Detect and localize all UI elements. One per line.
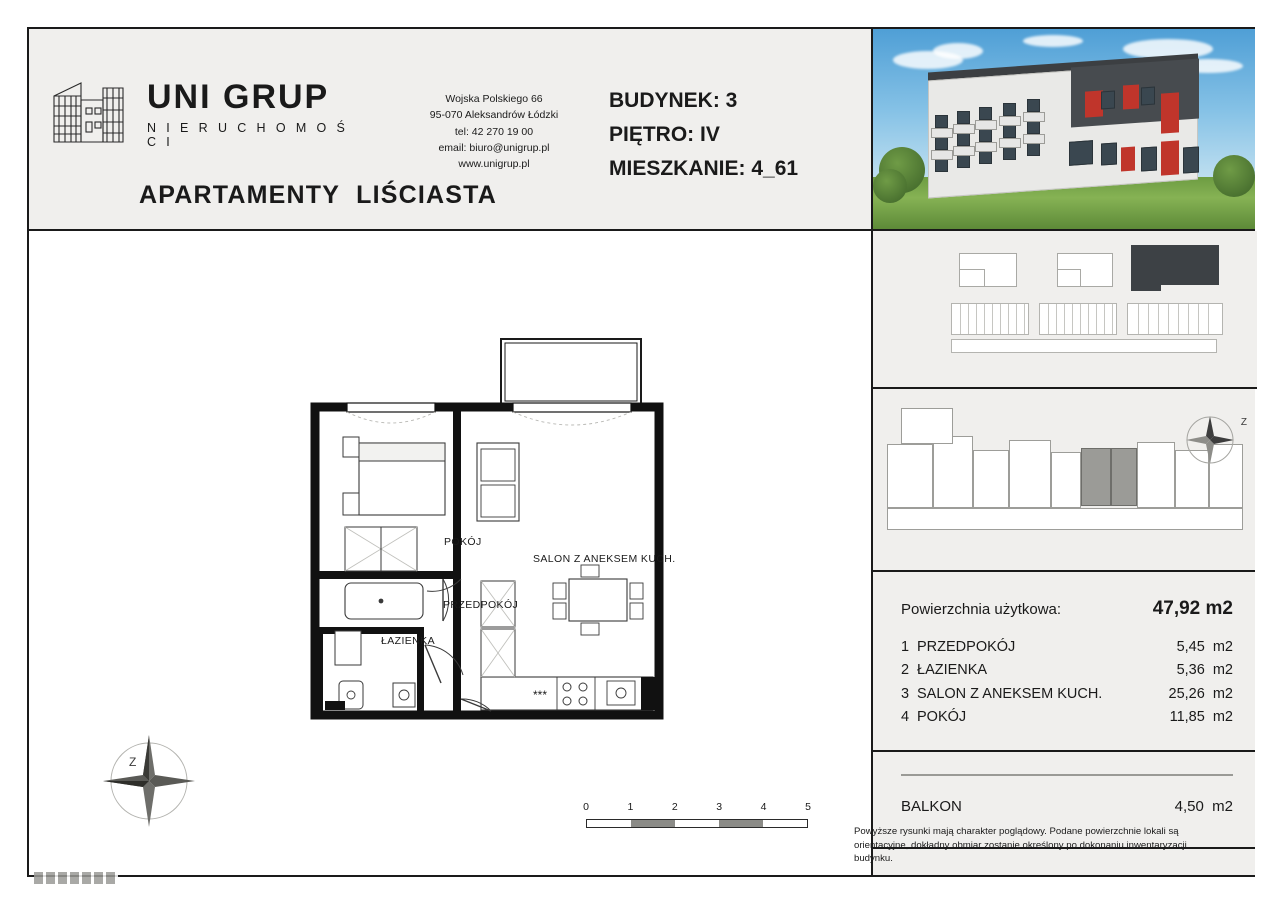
scale-bar-graphic: [586, 819, 808, 828]
render-window: [1027, 99, 1040, 112]
unit-building: BUDYNEK: 3: [609, 89, 738, 112]
scale-tick: 0: [583, 801, 589, 813]
render-window: [979, 151, 992, 164]
render-balcony: [931, 150, 953, 160]
disclaimer-text: Powyższe rysunki mają charakter poglądowy. Podane powierzchnie lokali są orientacyjne, dokładny obmiar zostanie określony po dokonaniu inwentaryzacji budynku.: [854, 826, 1187, 865]
render-red-panel: [1121, 147, 1135, 172]
scale-tick-labels: [583, 801, 811, 815]
sheet-frame: [27, 27, 1255, 877]
render-balcony: [953, 146, 975, 156]
area-row-number: 3: [901, 685, 910, 702]
render-window: [1003, 125, 1016, 138]
render-window: [979, 129, 992, 142]
area-row-name: PRZEDPOKÓJ: [917, 639, 1016, 655]
cloud-shape: [933, 43, 983, 59]
scale-tick: 5: [805, 801, 811, 813]
site-plan-mini: [873, 231, 1257, 389]
room-label-salon: SALON Z ANEKSEM KUCH.: [533, 553, 676, 565]
area-row-value: 5,36 m2: [1176, 662, 1233, 679]
mini-unit-highlighted: [1081, 448, 1111, 506]
scale-tick: 2: [671, 801, 678, 813]
mini-unit: [1137, 442, 1175, 508]
floor-plan-drawing: [29, 231, 871, 875]
render-window: [957, 155, 970, 168]
render-window: [1101, 142, 1117, 165]
render-window: [979, 107, 992, 120]
compass-icon-mini: [1183, 413, 1247, 467]
scale-tick: 3: [716, 801, 723, 813]
site-path: [951, 339, 1217, 353]
contact-address-line2: 95-070 Aleksandrów Łódzki: [429, 109, 559, 122]
area-row-name: ŁAZIENKA: [917, 662, 988, 679]
render-window: [1027, 143, 1040, 156]
cloud-shape: [1023, 35, 1083, 47]
render-red-panel: [1161, 140, 1179, 175]
contact-phone: tel: 42 270 19 00: [454, 125, 534, 138]
area-row: [901, 636, 1233, 659]
render-window: [935, 159, 948, 172]
render-window: [1003, 147, 1016, 160]
compass-letter-mini: Z: [1240, 417, 1247, 428]
scale-tick: 1: [627, 801, 634, 813]
scale-bar: [583, 801, 811, 837]
area-row: [901, 659, 1233, 682]
page-title-part2: LIŚCIASTA: [356, 181, 498, 209]
total-area-value: 47,92 m2: [1152, 598, 1233, 619]
site-building-block: [1057, 269, 1081, 287]
balcony-label: BALKON: [901, 798, 962, 815]
page-title-part1: APARTAMENTY: [139, 181, 341, 209]
compass-letter: Z: [129, 755, 137, 769]
area-row-name: SALON Z ANEKSEM KUCH.: [917, 685, 1103, 702]
logo-wordmark: [147, 80, 361, 149]
scale-tick: 4: [760, 801, 767, 813]
render-window: [957, 111, 970, 124]
contact-address-line1: Wojska Polskiego 66: [445, 93, 543, 105]
site-building-block: [959, 269, 985, 287]
area-row-number: 2: [901, 662, 910, 679]
render-balcony: [999, 116, 1021, 126]
watermark-bar: [34, 872, 118, 884]
render-window: [1101, 91, 1115, 110]
site-context-panel: [871, 231, 1255, 572]
mini-unit: [1009, 440, 1051, 508]
room-label-przedpokoj: PRZEDPOKÓJ: [443, 599, 519, 611]
building-render-image: [871, 29, 1255, 231]
site-parking-row: [1039, 303, 1117, 335]
logo-mark-icon: [51, 78, 131, 148]
svg-text:***: ***: [533, 688, 548, 702]
mini-unit: [901, 408, 953, 444]
unit-floor: PIĘTRO: IV: [609, 123, 720, 147]
site-building-highlight: [1131, 269, 1161, 291]
render-red-panel: [1161, 92, 1179, 133]
render-window: [957, 133, 970, 146]
room-label-pokoj: POKÓJ: [444, 536, 482, 548]
contact-block: [379, 91, 609, 172]
render-window: [935, 115, 948, 128]
render-tree: [1213, 155, 1255, 197]
render-balcony: [975, 142, 997, 152]
mini-unit: [933, 436, 973, 508]
mini-unit-highlighted: [1111, 448, 1137, 506]
render-tree: [873, 169, 907, 203]
balcony-row: [901, 798, 1233, 815]
area-row-number: 1: [901, 639, 910, 655]
area-row-value: 25,26 m2: [1168, 685, 1233, 702]
render-window: [1003, 103, 1016, 116]
mini-unit: [887, 444, 933, 508]
render-red-panel: [1123, 84, 1139, 109]
render-window: [1141, 146, 1157, 171]
company-subtitle: N I E R U C H O M O Ś C I: [147, 121, 349, 149]
render-window: [1069, 140, 1093, 166]
total-area-row: [901, 598, 1233, 620]
area-row-value: 11,85 m2: [1169, 709, 1233, 726]
unit-info: [609, 84, 849, 186]
render-balcony: [1023, 112, 1045, 122]
render-balcony: [953, 124, 975, 134]
total-area-label: Powierzchnia użytkowa:: [901, 601, 1062, 618]
mini-corridor: [887, 508, 1243, 530]
room-label-lazienka: ŁAZIENKA: [381, 635, 435, 647]
unit-apartment-label: MIESZKANIE:: [609, 157, 746, 181]
balcony-divider: [901, 774, 1233, 776]
mini-unit: [973, 450, 1009, 508]
company-name: UNI GRUP: [147, 78, 330, 116]
render-window: [1183, 146, 1199, 173]
unit-apartment-number: 4_61: [751, 157, 799, 181]
area-row: [901, 683, 1233, 706]
contact-email: email: biuro@unigrup.pl: [438, 141, 550, 154]
render-window: [1027, 121, 1040, 134]
site-parking-row: [951, 303, 1029, 335]
header-left: [29, 29, 871, 231]
area-row-name: POKÓJ: [917, 709, 967, 726]
company-logo: [51, 74, 361, 160]
mini-unit: [1051, 452, 1081, 508]
site-parking-row: [1127, 303, 1223, 335]
areas-panel: [871, 572, 1255, 752]
render-balcony: [931, 128, 953, 138]
balcony-value: 4,50 m2: [1174, 798, 1233, 815]
page-title: [139, 181, 497, 210]
render-window: [1141, 87, 1155, 106]
unit-apartment: [609, 152, 849, 186]
render-window: [935, 137, 948, 150]
area-row: [901, 706, 1233, 729]
area-row-value: 5,45 m2: [1176, 639, 1233, 655]
area-row-number: 4: [901, 709, 910, 726]
render-balcony: [975, 120, 997, 130]
render-balcony: [1023, 134, 1045, 144]
contact-website: www.unigrup.pl: [458, 158, 530, 171]
compass-icon: [99, 731, 199, 831]
render-balcony: [999, 138, 1021, 148]
